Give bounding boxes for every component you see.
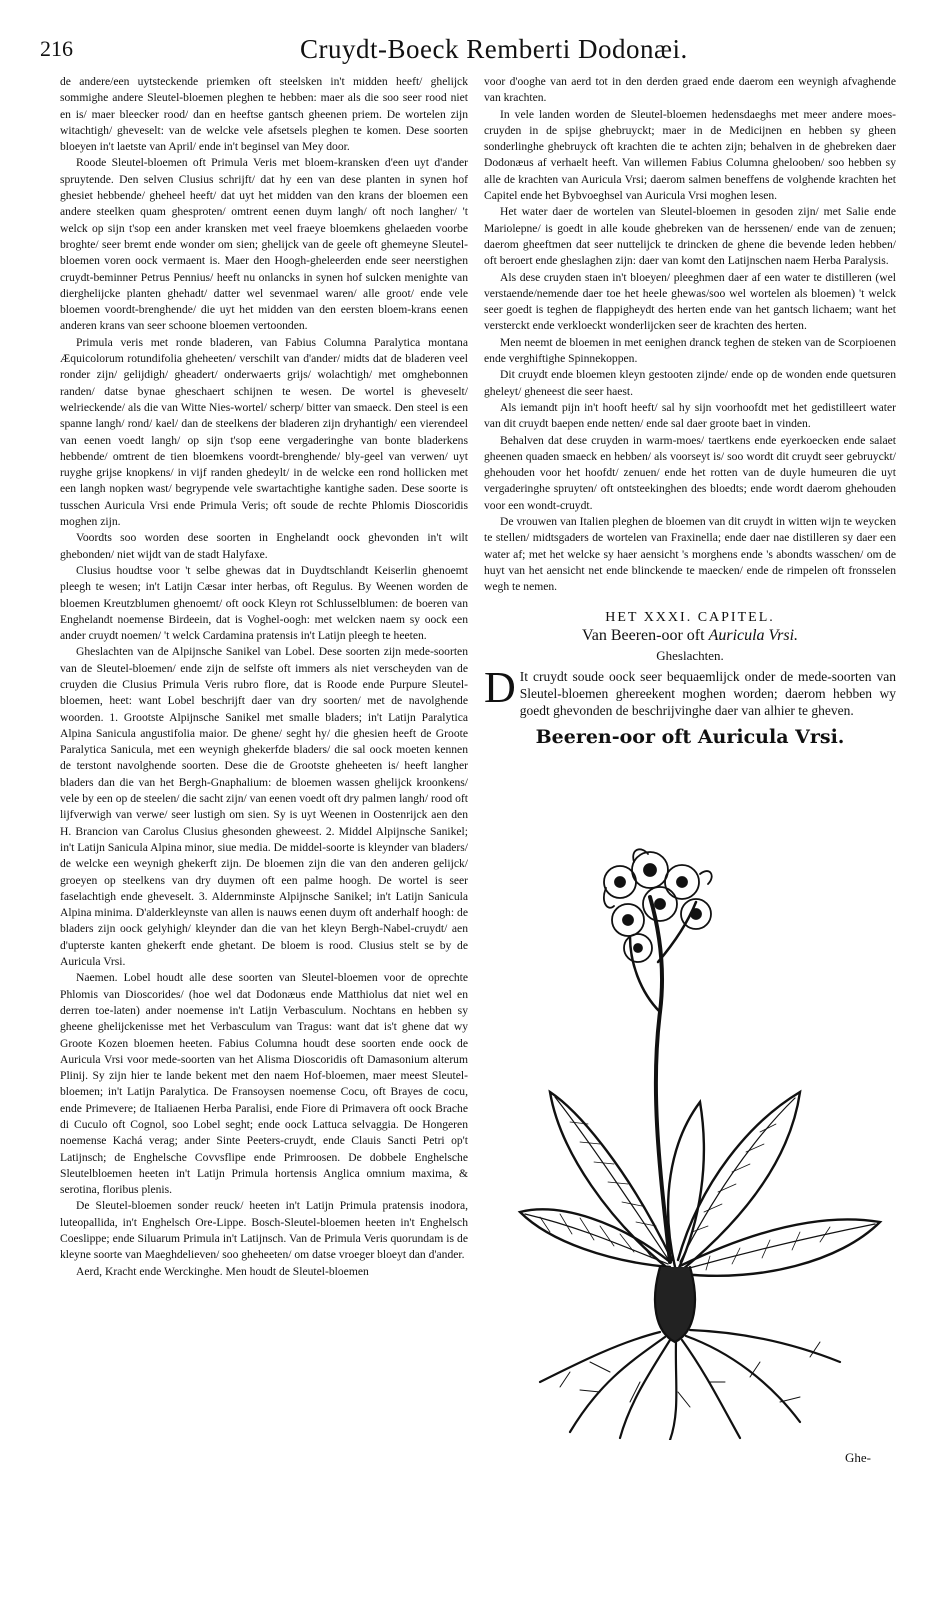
paragraph: Naemen. Lobel houdt alle dese soorten van Sleutel-bloemen voor de oprechte Phlomis van Dioscorides/ (hoe wel dat Dodonæus ende Matthiolus dat niet wel en derren toe-laten) ander noemense in't Latijn Verbasculum. Nochtans en hebben sy gheene ghelijckenisse met het Verbasculum van Tragus: want dat is't ghene dat wy Groote Kozen bloemen heeten. Fabius Columna houdt dese soorten ende oock de Auricula Vrsi voor mede-soorten van het Alisma Dioscoridis oft Damasonium alterum Plinij. Sy zijn hier te lande bekent met den naem Hof-bloemen, maer meest Sleutel-bloemen; in't Latijn Paralytica. De Fransoysen noemense Cocu, oft Brayes de cocu, ende Primevere; de Italiaenen Herba Paralisi, ende Fiore di Primavera oft oock Brache di Cuculo oft Cognol, soo Lobel seght; ende oock Lattuca selvaggia. De Hongeren noemense Kachá verag; ander Sinte Peeters-cruydt, ende Clauis Sancti Petri op't Latijnsch; de Enghelsche Covvsflipe ende Primroosen. De dobbele Enghelsche Sleutelbloemen heeten in't Latijn Primula hortensis Anglica omnium maxima, & serotina, floribus plenis. bbox=[60, 971, 468, 1197]
paragraph: De Sleutel-bloemen sonder reuck/ heeten in't Latijn Primula pratensis inodora, luteopallida, in't Enghelsch Ore-Lippe. Bosch-Sleutel-bloemen heeten in't Enghelsch Coeslippe; ende Siluarum Primula in't Latijnsch. Van de Primula Veris quorundam is de kleyne soorte van Maeghdelieven/ soo gheheeten/ om datse vroeger bloeyt dan d'ander. bbox=[60, 1199, 468, 1262]
intro-paragraph bbox=[484, 663, 896, 719]
figure-caption: Beeren-oor oft Auricula Vrsi. bbox=[535, 726, 845, 749]
chapter-subtitle-latin: Auricula Vrsi. bbox=[708, 626, 799, 644]
running-title: Cruydt-Boeck Remberti Dodonæi. bbox=[300, 34, 688, 64]
chapter-subtitle-text: Van Beeren-oor oft bbox=[581, 626, 705, 644]
section-heading: Gheslachten. bbox=[656, 648, 724, 664]
auricula-plant-woodcut bbox=[510, 842, 895, 1440]
paragraph: Behalven dat dese cruyden in warm-moes/ taertkens ende eyerkoecken ende salaet gheenen quaden smaeck en hebben/ als voorseyt is/ soo wordt dit cruydt seer gebruyckt/ ghehouden voor het hoofdt/ zenuen/ ende het rotten van de duyle humeuren die uyt vergaderinghe spruyten/ oft ontsteekinghen des bloedts; ende wordt daerom ghehouden voor een wondt-cruydt. bbox=[484, 433, 896, 512]
paragraph: Voordts soo worden dese soorten in Enghelandt oock ghevonden in't wilt ghebonden/ niet wijdt van de stadt Halyfaxe. bbox=[60, 531, 468, 561]
chapter-title: HET XXXI. CAPITEL. bbox=[605, 609, 775, 625]
right-column bbox=[484, 74, 896, 749]
catchword: Ghe- bbox=[845, 1450, 871, 1465]
paragraph: voor d'ooghe van aerd tot in den derden graed ende daerom een weynigh afvaghende van krachten. bbox=[484, 75, 896, 105]
left-column bbox=[60, 74, 468, 1280]
paragraph: Primula veris met ronde bladeren, van Fabius Columna Paralytica montana Æquicolorum rotundifolia gheheeten/ verschilt van d'ander/ midts dat de bladeren veel ronder zijn/ gelijdigh/ gheadert/ onderwaerts grijs/ wolachtigh/ met omghebonnen randen/ datse bynae gheschaert schijnen te wesen. De wortel is gheveselt/ welrieckende/ als die van Witte Nies-wortel/ scherp/ bitter van smaeck. Den steel is een spanne langh/ rond/ kael/ dan de steelkens der bladeren zijn dryhantigh/ een vierendeel van eenen voedt langh/ op sijn t'sop eene vergaderinghe van bonte bladerkens hebbende/ omtrent de tien bloemkens voordt-brenghende/ bly-geel van verwen/ uyt ruyghe grijse knopkens/ in vijf randen ghedeylt/ in de welcke een rond hollicken met een langh nopken wast/ begrypende vele swartachtighe kantighe saden. Dese soorte is tusschen Auricula Vrsi ende Primula Veris; oft soude de rechte Phlomis Dioscoridis moghen zijn. bbox=[60, 335, 468, 529]
paragraph: de andere/een uytsteckende priemken oft steelsken in't midden heeft/ ghelijck sommighe andere Sleutel-bloemen pleghen te hebben: maer als die soo seer rood niet en is/ maer bleecker rood/ dan en heeftse gantsch gheenen priem. De wortelen zijn witachtigh/ gheveselt: van de welcke vele afsetsels pleghen te komen. Dese soorten bloeyen in't laetste van April/ ende in't beginsel van Mey door. bbox=[60, 75, 468, 154]
drop-cap: D bbox=[484, 663, 516, 713]
paragraph: Roode Sleutel-bloemen oft Primula Veris met bloem-kransken d'een uyt d'ander spruytende. Den selven Clusius schrijft/ dat hy een van dese planten in synen hof ghesiet hebbende/ gheheel heeft/ dat uyt het midden van den krans der bloemen een andere steelken quam ghesproten/ omtrent eenen duym langh/ oft noch langher/ 't welck op sijn t'sop een ander kransken met veel fraeye bloemkens ghelaeden voorbe broghte/ seer bremt ende wonder om sien; ghelijck van de geele oft ghemeyne Sleutel-bloemen voren oock vermaent is. Maer den Hoogh-gheleerden ende seer neerstighen cruydt-beminner Petrus Pennius/ heeft nu onlancks in synen hof sulcken menighte van dierghelijcke planten ghehadt/ datter wel sevenmael waren/ alle groot/ ende vele bloemen voordt-brenghende/ die uyt het midden van den eersten bloem-krans eenen anderen krans van seer schoone bloemen vertoonden. bbox=[60, 156, 468, 333]
root-system bbox=[540, 1267, 840, 1440]
paragraph: Als iemandt pijn in't hooft heeft/ sal hy sijn voorhoofdt met het gedistilleert water van dit cruydt baepen ende netten/ ende sal daer groote baet in vinden. bbox=[484, 400, 896, 431]
paragraph: Aerd, Kracht ende Werckinghe. Men houdt de Sleutel-bloemen bbox=[76, 1264, 369, 1278]
paragraph: Als dese cruyden staen in't bloeyen/ pleeghmen daer af een water te distilleren (wel verstaende/nemende daer toe het heele ghewas/soo wel wortelen als bloemen) 't welck seer goedt is teghen de flappigheydt des herten ende van het gantsch lichaem; want het versterckt ende verkloeckt wonderlijcken seer de krachten des herten. bbox=[484, 270, 896, 333]
paragraph: De vrouwen van Italien pleghen de bloemen van dit cruydt in witten wijn te weycken te stellen/ midtsgaders de wortelen van Fraxinella; ende daer nae distilleren sy daer een water af; met het welcke sy haer aensicht 's morghens ende 's abondts wasschen/ om de huyt van het aensicht net ende blinckende te maecken/ ende de rimpelen oft fronsselen wegh te nemen. bbox=[484, 515, 896, 594]
paragraph: In vele landen worden de Sleutel-bloemen hedensdaeghs met meer andere moes-cruyden in de spijse ghebruyckt; maer in de Medicijnen en hebben sy gheen sonderlinghe ghebruyck oft krachten die te achten zijn; behalven in de ghebreken daer Dodonæus af verhaelt heeft. Van willemen Fabius Columna ghelooben/ soo hebben sy alle de krachten van Auricula Vrsi; daerom salmen beneffens de volghende krachten het Capitel ende het Bybvoeghsel van Auricula Vrsi moghen lesen. bbox=[484, 107, 896, 203]
chapter-subtitle bbox=[484, 628, 896, 644]
paragraph: Men neemt de bloemen in met eenighen dranck teghen de steken van de Scorpioenen ende verghiftighe Spinnekoppen. bbox=[484, 335, 896, 366]
intro-text: It cruydt soude oock seer bequaemlijck onder de mede-soorten van Sleutel-bloemen ghereekent moghen worden; daerom hebben wy goedt ghevonden de beschrijvinghe daer van alhier te gheven. bbox=[519, 669, 896, 719]
page-number: 216 bbox=[40, 36, 73, 61]
paragraph: Clusius houdtse voor 't selbe ghewas dat in Duydtschlandt Keiserlin ghenoemt pleegh te wesen; in't Latijn Cæsar inter herbas, oft Regulus. By Weenen worden de bloemen Kreutzblumen ghenoemt/ oft oock Kleyn rot Schlusselblumen: de boeren van Enghelandt noemense Birdeein, dat is Voghel-oogh: met welcken naem sy oock een ander cruydt noemen/ 't welck Cardamina pratensis in't Latijn pleegh te heeten. bbox=[60, 563, 468, 643]
leaf-rosette bbox=[520, 1092, 880, 1276]
paragraph: Dit cruydt ende bloemen kleyn gestooten zijnde/ ende op de wonden ende quetsuren gheleyt/ gheneest die seer haest. bbox=[484, 368, 896, 398]
paragraph: Het water daer de wortelen van Sleutel-bloemen in gesoden zijn/ met Salie ende Mariolepne/ is goedt in alle koude ghebreken van de herssenen/ ende van de zenuen; daerom gheeftmen dat seer nuttelijck te drincken de ghene die bevende leden hebben/ oft beroert ende gheslaghen zijn: daer van komt den Latijnschen naem Herba Paralysis. bbox=[484, 205, 896, 268]
paragraph: Gheslachten van de Alpijnsche Sanikel van Lobel. Dese soorten zijn mede-soorten van de Sleutel-bloemen/ ende zijn de selfste oft immers als niet verscheyden van de cruyden die Clusius Primula Veris rubro flore, dat is Roode ende Purpure Sleutel-bloemen, heet: want Lobel beschrijft daer van dry soorten/ met de navolghende woorden. 1. Grootste Alpijnsche Sanikel met smalle bladers; in't Latijn Paralytica Alpina Sanicula angustifolia maior. De ghene/ seght hy/ die ghesien heeft de Groote Paralytica Sanicula, met een weynigh ghekerfde bladers/ die sal oock moeten kennen de terstont navolghende soorten. Dese die de Grootste gheheeten is/ heeft langher bladers dan die van het Bergh-Gnaphalium: de bloemen wassen ghelijck kroonkens/ vele by een op de steelen/ die sacht zijn/ van eenen voedt oft dry palmen langh/ rood oft lijfverwigh van verwe/ seer lustigh om sien. Sy is uyt Weenen in Oostenrijck aen den H. Brancion van Carolus Clusius ghesonden gheweest. 2. Middel Alpijnsche Sanikel; in't Latijn Sanicula Alpina minor, siue media. De middel-soorte is kleynder van bladers/ de welcke een weynigh ghekerft zijn. De bloemen zijn die van den anderen gelijck/ groeyen op steelkens van dry duymen oft een palme hoogh. De wortel is seer faselachtigh ende gheveselt. 3. Aldernminste Alpijnsche Sanikel; in't Latijn Sanicula Alpina minima. D'alderkleynste van allen is nauws eenen duym oft anderhalf hoogh: de bladers zijn oock gelyhigh/ kleynder dan die van het kleyn Bergh-Nabel-cruydt/ aen d'upterste kanten ghekerft ende ghetant. De bloem is rood. Clusius stelt se by de Auricula Vrsi. bbox=[60, 645, 468, 969]
